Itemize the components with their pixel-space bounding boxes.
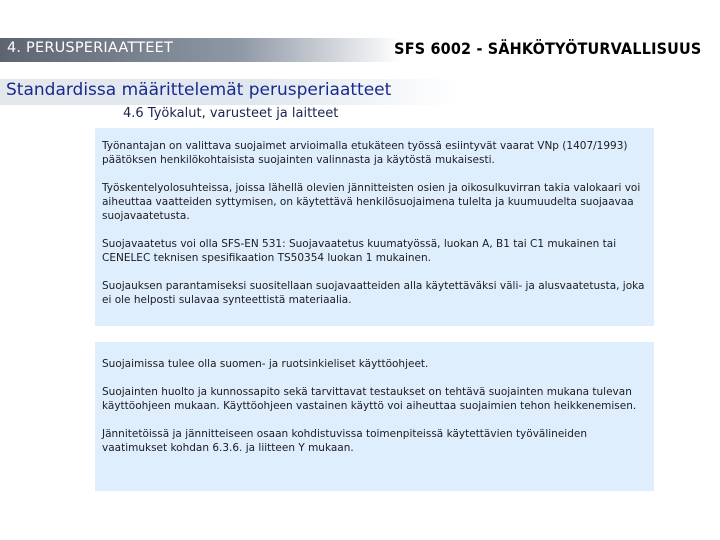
paragraph: Suojavaatetus voi olla SFS-EN 531: Suojavaatetus kuumatyössä, luokan A, B1 tai C1 mukainen tai CENELEC teknisen spesifikaation TS50354 luokan 1 mukainen. (102, 238, 617, 264)
paragraph: Suojaimissa tulee olla suomen- ja ruotsinkieliset käyttöohjeet. (102, 358, 429, 370)
slide-subtitle: Standardissa määrittelemät perusperiaatteet (6, 80, 392, 100)
standard-title: SFS 6002 - SÄHKÖTYÖTURVALLISUUS (393, 39, 701, 58)
paragraph: Suojauksen parantamiseksi suositellaan suojavaatteiden alla käytettäväksi väli- ja alusvaatetusta, joka ei ole helposti sulavaa synteettistä materiaalia. (102, 280, 645, 306)
content-box-2 (95, 342, 654, 491)
section-label: 4. PERUSPERIAATTEET (7, 40, 174, 56)
section-heading: 4.6 Työkalut, varusteet ja laitteet (123, 106, 339, 121)
paragraph: Työnantajan on valittava suojaimet arvioimalla etukäteen työssä esiintyvät vaarat VNp (1407/1993) päätöksen henkilökohtaisista suojainten valinnasta ja käytöstä mukaisesti. (102, 140, 628, 166)
section-label-band (0, 38, 400, 62)
paragraph: Suojainten huolto ja kunnossapito sekä tarvittavat testaukset on tehtävä suojainten mukana tulevan käyttöohjeen mukaan. Käyttöohjeen vastainen käyttö voi aiheuttaa suojaimien tehon heikkenemisen. (102, 386, 637, 412)
paragraph: Jännitetöissä ja jännitteiseen osaan kohdistuvissa toimenpiteissä käytettävien työvälineiden vaatimukset kohdan 6.3.6. ja liitteen Y mukaan. (102, 428, 587, 454)
subtitle-band (0, 79, 460, 105)
content-box-1 (95, 128, 654, 326)
paragraph: Työskentelyolosuhteissa, joissa lähellä olevien jännitteisten osien ja oikosulkuvirran takia valokaari voi aiheuttaa vaatteiden syttymisen, on käytettävä henkilösuojaimena tulelta ja kuumuudelta suojaavaa suojavaatetusta. (102, 182, 641, 222)
